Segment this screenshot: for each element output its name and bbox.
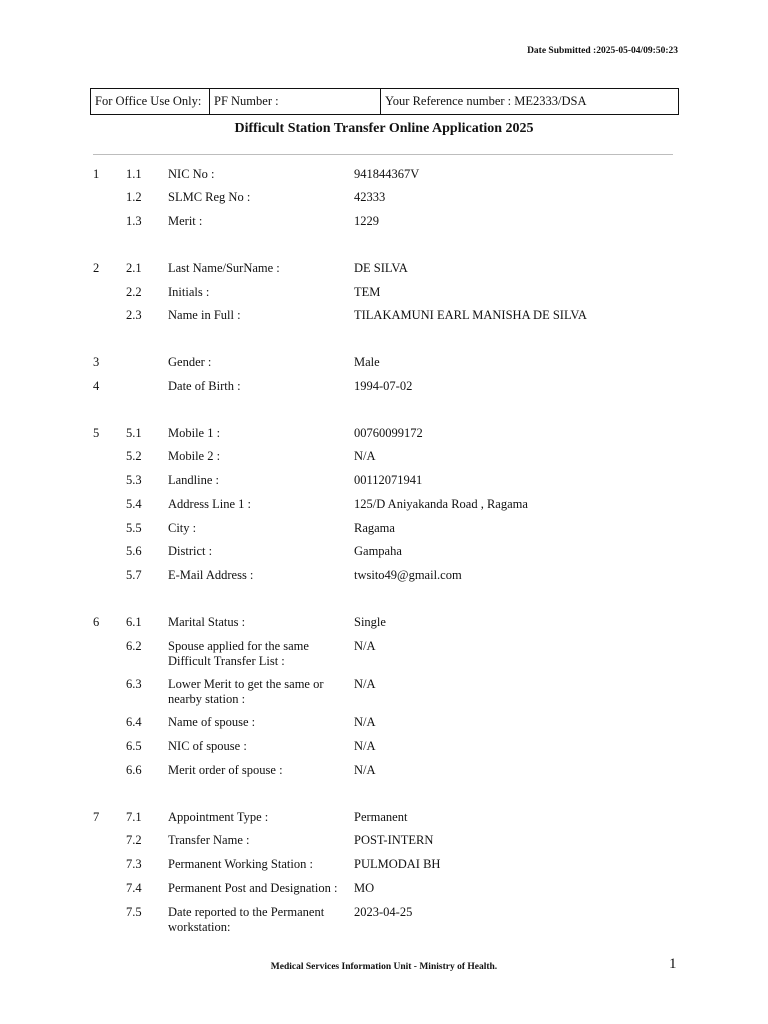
- item-number: 6.1: [126, 615, 142, 629]
- field-value: N/A: [354, 639, 376, 653]
- item-number: 5.7: [126, 568, 142, 582]
- section-number: 4: [93, 379, 100, 393]
- item-number: 5.1: [126, 426, 142, 440]
- field-label: District :: [168, 544, 213, 558]
- field-label: Mobile 1 :: [168, 426, 221, 440]
- field-label: Lower Merit to get the same or nearby station :: [168, 677, 324, 706]
- item-number: 7.2: [126, 833, 142, 847]
- page-title: Difficult Station Transfer Online Application 2025: [234, 121, 534, 136]
- reference-number-field: Your Reference number : ME2333/DSA: [381, 89, 679, 115]
- field-label: Permanent Post and Designation :: [168, 881, 338, 895]
- field-value: Single: [354, 615, 386, 629]
- field-label: City :: [168, 521, 197, 535]
- item-number: 1.3: [126, 214, 142, 228]
- field-label: Date reported to the Permanent workstation:: [168, 905, 325, 934]
- item-number: 7.3: [126, 857, 142, 871]
- item-number: 2.2: [126, 285, 142, 299]
- field-label: Mobile 2 :: [168, 449, 221, 463]
- field-value: twsito49@gmail.com: [354, 568, 462, 582]
- date-submitted: Date Submitted :2025-05-04/09:50:23: [527, 46, 678, 56]
- section-number: 3: [93, 355, 100, 369]
- item-number: 7.1: [126, 810, 142, 824]
- field-value: 941844367V: [354, 167, 420, 181]
- field-label: Transfer Name :: [168, 833, 250, 847]
- field-label: Spouse applied for the same Difficult Transfer List :: [168, 639, 309, 668]
- field-value: 42333: [354, 190, 386, 204]
- item-number: 6.4: [126, 715, 142, 729]
- field-value: 125/D Aniyakanda Road , Ragama: [354, 497, 528, 511]
- field-value: Permanent: [354, 810, 408, 824]
- section-number: 6: [93, 615, 100, 629]
- item-number: 6.5: [126, 739, 142, 753]
- field-label: Address Line 1 :: [168, 497, 251, 511]
- item-number: 6.2: [126, 639, 142, 653]
- item-number: 7.5: [126, 905, 142, 919]
- section-number: 7: [93, 810, 100, 824]
- field-label: Name in Full :: [168, 308, 241, 322]
- field-value: N/A: [354, 677, 376, 691]
- field-label: NIC No :: [168, 167, 215, 181]
- field-value: POST-INTERN: [354, 833, 434, 847]
- item-number: 7.4: [126, 881, 142, 895]
- field-value: Gampaha: [354, 544, 402, 558]
- item-number: 6.6: [126, 763, 142, 777]
- field-label: Landline :: [168, 473, 220, 487]
- item-number: 5.4: [126, 497, 142, 511]
- field-label: NIC of spouse :: [168, 739, 247, 753]
- field-label: Marital Status :: [168, 615, 246, 629]
- item-number: 2.1: [126, 261, 142, 275]
- section-number: 1: [93, 167, 100, 181]
- field-value: N/A: [354, 449, 376, 463]
- field-value: N/A: [354, 763, 376, 777]
- office-use-label: For Office Use Only:: [91, 89, 210, 115]
- field-value: TILAKAMUNI EARL MANISHA DE SILVA: [354, 308, 587, 322]
- item-number: 2.3: [126, 308, 142, 322]
- section-number: 2: [93, 261, 100, 275]
- field-value: TEM: [354, 285, 381, 299]
- field-label: Merit :: [168, 214, 203, 228]
- pf-number-field: PF Number :: [210, 89, 381, 115]
- field-value: N/A: [354, 715, 376, 729]
- field-label: Appointment Type :: [168, 810, 269, 824]
- field-value: DE SILVA: [354, 261, 408, 275]
- item-number: 5.2: [126, 449, 142, 463]
- field-label: E-Mail Address :: [168, 568, 254, 582]
- field-value: N/A: [354, 739, 376, 753]
- item-number: 5.3: [126, 473, 142, 487]
- field-label: Initials :: [168, 285, 210, 299]
- section-number: 5: [93, 426, 100, 440]
- field-value: 1229: [354, 214, 379, 228]
- office-use-table: [90, 88, 679, 115]
- item-number: 5.6: [126, 544, 142, 558]
- field-value: Ragama: [354, 521, 395, 535]
- footer-text: Medical Services Information Unit - Ministry of Health.: [270, 962, 498, 972]
- field-value: 00112071941: [354, 473, 423, 487]
- field-label: Merit order of spouse :: [168, 763, 283, 777]
- field-value: Male: [354, 355, 380, 369]
- page-number: 1: [669, 956, 677, 972]
- field-label: Name of spouse :: [168, 715, 256, 729]
- field-value: 00760099172: [354, 426, 423, 440]
- field-value: 2023-04-25: [354, 905, 413, 919]
- title-divider: [93, 154, 673, 155]
- field-label: Gender :: [168, 355, 212, 369]
- item-number: 6.3: [126, 677, 142, 691]
- item-number: 1.2: [126, 190, 142, 204]
- field-label: Date of Birth :: [168, 379, 241, 393]
- field-value: MO: [354, 881, 375, 895]
- field-label: SLMC Reg No :: [168, 190, 251, 204]
- field-value: PULMODAI BH: [354, 857, 441, 871]
- item-number: 5.5: [126, 521, 142, 535]
- field-label: Permanent Working Station :: [168, 857, 313, 871]
- item-number: 1.1: [126, 167, 142, 181]
- field-value: 1994-07-02: [354, 379, 413, 393]
- field-label: Last Name/SurName :: [168, 261, 280, 275]
